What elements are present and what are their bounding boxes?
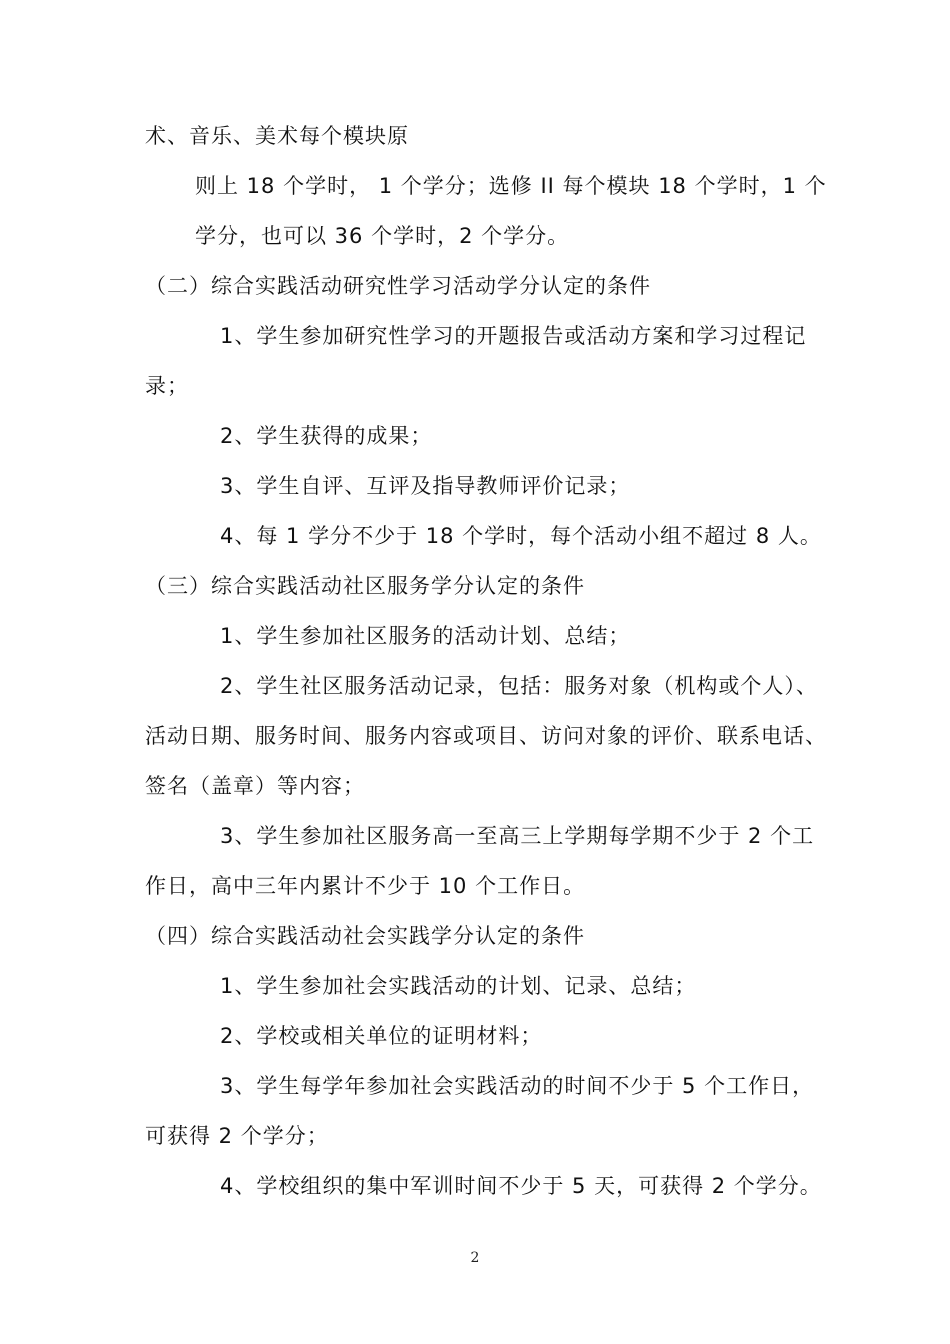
text-line: 签名（盖章）等内容；: [145, 774, 365, 798]
list-item: 2、学生获得的成果；: [220, 424, 433, 448]
text-line: 则上 18 个学时， 1 个学分；选修 II 每个模块 18 个学时，1 个: [195, 174, 827, 198]
section-heading: （三）综合实践活动社区服务学分认定的条件: [145, 574, 585, 598]
page-number: 2: [470, 1250, 480, 1266]
text-line: 学分，也可以 36 个学时，2 个学分。: [195, 224, 570, 248]
list-item: 1、学生参加社会实践活动的计划、记录、总结；: [220, 974, 697, 998]
list-item: 1、学生参加社区服务的活动计划、总结；: [220, 624, 631, 648]
list-item: 4、每 1 学分不少于 18 个学时，每个活动小组不超过 8 人。: [220, 524, 822, 548]
text-line: 作日，高中三年内累计不少于 10 个工作日。: [145, 874, 586, 898]
list-item: 2、学生社区服务活动记录，包括：服务对象（机构或个人）、: [220, 674, 818, 698]
text-line: 术、音乐、美术每个模块原: [145, 124, 409, 148]
text-line: 录；: [145, 374, 189, 398]
list-item: 2、学校或相关单位的证明材料；: [220, 1024, 543, 1048]
section-heading: （二）综合实践活动研究性学习活动学分认定的条件: [145, 274, 651, 298]
section-heading: （四）综合实践活动社会实践学分认定的条件: [145, 924, 585, 948]
list-item: 3、学生参加社区服务高一至高三上学期每学期不少于 2 个工: [220, 824, 815, 848]
list-item: 4、学校组织的集中军训时间不少于 5 天，可获得 2 个学分。: [220, 1174, 822, 1198]
text-line: 可获得 2 个学分；: [145, 1124, 329, 1148]
list-item: 3、学生每学年参加社会实践活动的时间不少于 5 个工作日，: [220, 1074, 815, 1098]
list-item: 1、学生参加研究性学习的开题报告或活动方案和学习过程记: [220, 324, 807, 348]
list-item: 3、学生自评、互评及指导教师评价记录；: [220, 474, 631, 498]
text-line: 活动日期、服务时间、服务内容或项目、访问对象的评价、联系电话、: [145, 724, 827, 748]
